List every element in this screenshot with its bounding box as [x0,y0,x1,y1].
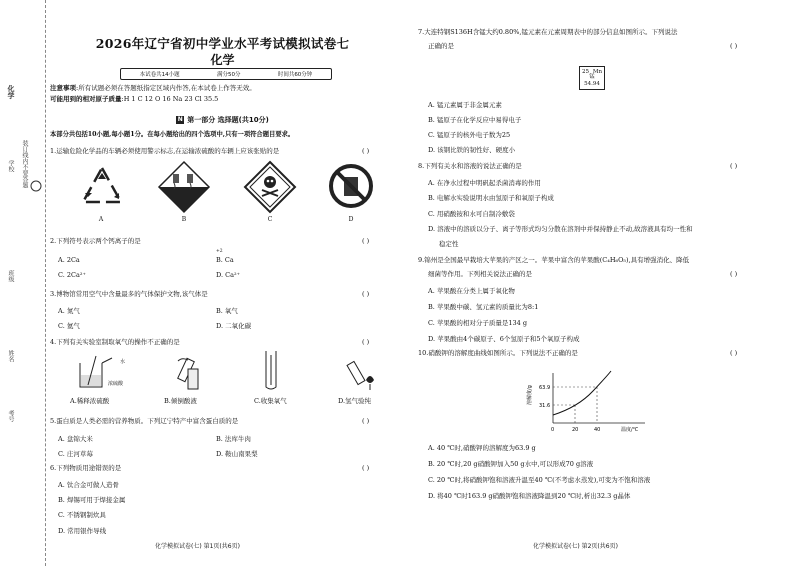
q8-option-d-cont: 稳定性 [439,240,459,248]
q2-option-a: A. 2Ca [58,256,80,264]
toxic-warning-icon [243,160,297,214]
q5-answer-paren[interactable]: ( ) [362,417,370,425]
q4-option-d: D.氢气验纯 [338,397,372,405]
q4-stem: 4.下列有关实验室制取氧气的操作不正确的是 [50,338,180,346]
atomic-masses [50,95,218,104]
chart-xtick-40: 40 [594,427,601,433]
q5-option-c: C. 庄河草莓 [58,450,93,458]
q1-answer-paren[interactable]: ( ) [362,147,370,155]
q10-option-c: C. 20 ℃时,将硝酸钾饱和溶液升温至40 ℃(不考虑水蒸发),可变为不饱和溶液 [428,476,651,484]
q5-option-b: B. 法库牛肉 [216,435,251,443]
corrosive-warning-icon [157,160,211,214]
margin-seal-notice: 装订线内不要答题 [21,140,28,188]
exam-info-bar [120,68,332,80]
q7-answer-paren[interactable]: ( ) [730,42,738,50]
q8-option-d: D. 溶液中的溶质以分子、离子等形式均匀分散在溶剂中并保持静止不动,故溶液具有均一性和 [428,225,693,233]
q2-option-c: C. 2Ca²⁺ [58,271,86,279]
q7-option-d: D. 该钢比铁的韧性好、硬度小 [428,146,516,154]
q1-label-c: C [267,216,273,223]
q10-option-b: B. 20 ℃时,20 g硝酸钾加入50 g水中,可以形成70 g溶液 [428,460,594,468]
periodic-cell-mn [579,66,605,90]
section-instructions: 本部分共包括10小题,每小题1分。在每小题给出的四个选项中,只有一项符合题目要求。 [50,131,295,138]
q10-stem: 10.硝酸钾的溶解度曲线如图所示。下列说法不正确的是 [418,349,578,357]
q7-stem-line1: 7.大连特钢S136H含锰大约0.80%,锰元素在元素周期表中的部分信息如图所示。下列说法 [418,28,678,36]
q9-option-c: C. 苹果酸的相对分子质量是134 g [428,319,528,327]
chart-xtick-20: 20 [572,427,579,433]
info-time: 时间共60分钟 [277,72,313,78]
exam-subject: 化学 [210,53,235,67]
info-question-count: 本试卷共14小题 [139,72,180,78]
q8-stem: 8.下列有关水和溶液的说法正确的是 [418,162,522,170]
q2-answer-paren[interactable]: ( ) [362,237,370,245]
q6-option-c: C. 不锈钢制炊具 [58,511,106,519]
q10-option-d: D. 将40 ℃时163.9 g硝酸钾饱和溶液降温到20 ℃时,析出32.3 g晶体 [428,492,631,500]
notice-text: :所有试题必须在答题纸指定区域内作答,在本试卷上作答无效。 [76,84,256,92]
margin-exam-no-label: 考号 [7,410,14,422]
q1-label-d: D [348,216,354,223]
page-2 [418,0,768,566]
q7-option-b: B. 锰原子在化学反应中易得电子 [428,116,522,124]
q3-option-d: D. 二氧化碳 [216,322,252,330]
exam-title: 2026年辽宁省初中学业水平考试模拟试卷七 [95,36,350,51]
q6-answer-paren[interactable]: ( ) [362,464,370,472]
cell-symbol: Mn [592,69,602,75]
q4-option-b: B.倾倒酸液 [164,397,197,405]
q8-option-c: C. 用硝酸铵和水可自制冷敷袋 [428,210,515,218]
chart-ytick-63-9: 63.9 [539,385,551,391]
q7-stem-line2: 正确的是 [428,42,454,50]
cell-atomic-mass: 54.94 [584,81,600,87]
q4-option-a: A.稀释浓硫酸 [70,397,110,405]
q4-label-water: 水 [120,359,126,365]
margin-class-label: 班级 [7,270,14,282]
q9-stem-line1: 9.锦州是全国最早栽培大苹果的产区之一。苹果中富含的苹果酸(C₄H₆O₅),具有增强消化、降低 [418,256,690,264]
chart-xlabel: 温度/℃ [621,427,639,433]
q9-stem-line2: 细菌等作用。下列相关说法正确的是 [428,270,532,278]
section-badge: N [177,116,183,123]
q7-option-c: C. 锰原子的核外电子数为25 [428,131,511,139]
q2-stem: 2.下列符号表示两个钙离子的是 [50,237,141,245]
q5-stem: 5.蛋白质是人类必需的营养物质。下列辽宁特产中富含蛋白质的是 [50,417,239,425]
section-heading [50,115,395,125]
q2-option-b: B. Ca [216,256,234,264]
q9-answer-paren[interactable]: ( ) [730,270,738,278]
recycle-icon [80,165,124,209]
q3-stem: 3.博物馆常用空气中含量最多的气体保护文物,该气体是 [50,290,208,298]
q4-option-c: C.收集氧气 [254,397,287,405]
margin-name-label: 姓名 [7,350,14,362]
page-1-footer: 化学模拟试卷(七) 第1页(共6页) [155,543,240,550]
cell-atomic-number: 25 [582,69,589,75]
notice-label: 注意事项 [50,84,76,92]
q6-option-b: B. 焊锡可用于焊接金属 [58,496,126,504]
margin-subject: 化学 [7,85,15,99]
gas-collection-icon [256,349,286,393]
q9-option-d: D. 苹果酸由4个碳原子、6个氢原子和5个氧原子构成 [428,335,580,343]
atomic-text: :H 1 C 12 O 16 Na 23 Cl 35.5 [121,95,219,103]
cell-name: 锰 [589,74,595,80]
q1-stem: 1.运输危险化学品的车辆必须使用警示标志,在运输浓硫酸的车辆上应该张贴的是 [50,147,280,155]
kno3-curve [553,371,611,415]
solubility-curve [527,369,663,435]
q10-option-a: A. 40 ℃时,硝酸钾的溶解度为63.9 g [428,444,536,452]
q5-option-d: D. 鞍山南果梨 [216,450,258,458]
page-1 [50,0,395,566]
q8-option-b: B. 电解水实验说明水由氢原子和氧原子构成 [428,194,554,202]
q2-option-b-superscript: +2 [216,249,223,254]
q6-option-d: D. 常用银作导线 [58,527,107,535]
q3-option-a: A. 氮气 [58,307,80,315]
q3-answer-paren[interactable]: ( ) [362,290,370,298]
notice [50,84,256,93]
binding-margin [0,0,46,566]
q9-option-a: A. 苹果酸在分类上属于氧化物 [428,287,515,295]
q4-answer-paren[interactable]: ( ) [362,338,370,346]
q5-option-a: A. 盘锦大米 [58,435,93,443]
atomic-label: 可能用到的相对原子质量 [50,95,122,103]
chart-ylabel: 溶解度/g [527,385,533,405]
q1-label-a: A [98,216,104,223]
margin-school-label: 学校 [7,160,14,172]
q8-option-a: A. 在净水过程中明矾起杀菌消毒的作用 [428,179,541,187]
q1-label-b: B [181,216,187,223]
seal-circle-icon [30,180,42,192]
q8-answer-paren[interactable]: ( ) [730,162,738,170]
q6-stem: 6.下列物质用途错误的是 [50,464,122,472]
q10-answer-paren[interactable]: ( ) [730,349,738,357]
q7-option-a: A. 锰元素属于非金属元素 [428,101,502,109]
q6-option-a: A. 钛合金可做人造骨 [58,481,119,489]
pouring-tube-icon [168,355,208,393]
q4-label-acid: 浓硫酸 [108,381,124,387]
hydrogen-test-icon [346,356,386,392]
section-title: 第一部分 选择题(共10分) [187,116,269,124]
page-2-footer: 化学模拟试卷(七) 第2页(共6页) [533,543,618,550]
q2-option-d: D. Ca²⁺ [216,271,240,279]
info-full-score: 满分50分 [216,72,241,78]
chart-xtick-0: 0 [551,427,555,433]
q9-option-b: B. 苹果酸中碳、氢元素的质量比为8:1 [428,303,539,311]
no-pouring-icon [328,163,374,209]
q3-option-c: C. 氦气 [58,322,80,330]
q3-option-b: B. 氧气 [216,307,238,315]
chart-ytick-31-6: 31.6 [539,403,551,409]
